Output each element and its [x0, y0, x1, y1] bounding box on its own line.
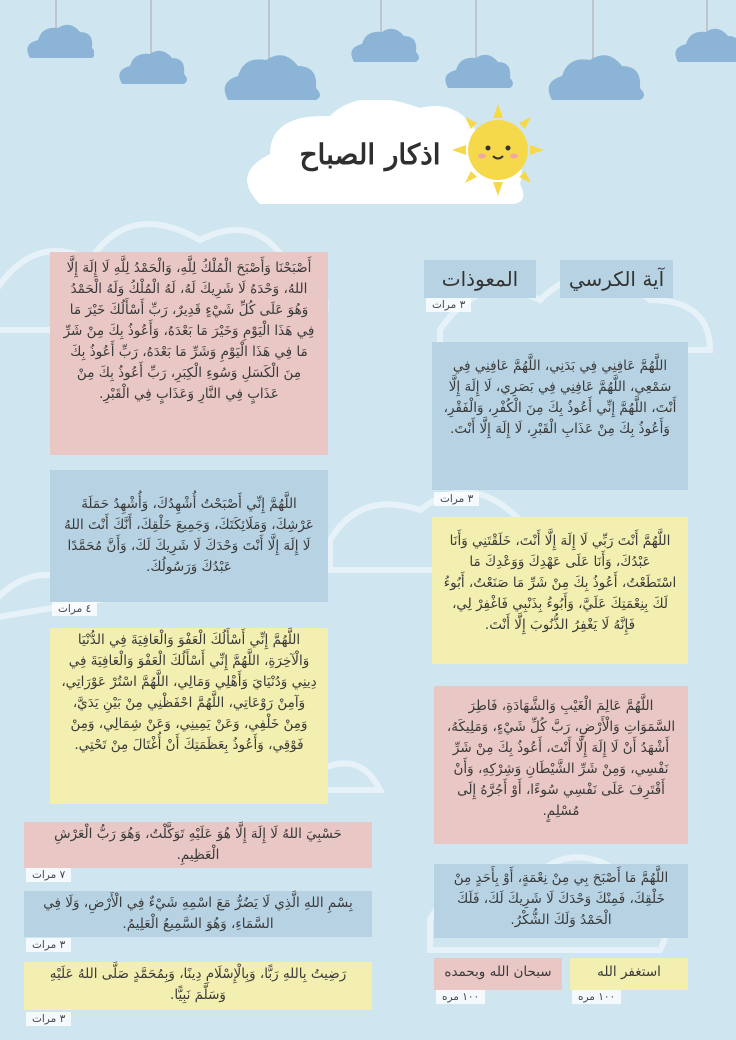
hanging-cloud-icon — [544, 54, 644, 102]
cloud-string — [475, 0, 477, 58]
ayat-kursi-tag: آية الكرسي — [560, 260, 673, 298]
repeat-count: ٧ مرات — [26, 868, 71, 882]
dhikr-card: رَضِيتُ بِاللهِ رَبًّا، وَبِالْإِسْلَامِ دِينًا، وَبِمُحَمَّدٍ صَلَّى اللهُ عَلَيْهِ وَسَلَّمَ نَبِيًّا. — [24, 962, 372, 1010]
dhikr-card: اللَّهُمَّ أَنْتَ رَبِّي لَا إِلَهَ إِلَّا أَنْتَ، خَلَقْتَنِي وَأَنَا عَبْدُكَ، وَأَنَا عَلَى عَهْدِكَ وَوَعْدِكَ مَا اسْتَطَعْتُ، أَعُوذُ بِكَ مِنْ شَرِّ مَا صَنَعْتُ، أَبُوءُ لَكَ بِنِعْمَتِكَ عَلَيَّ، وَأَبُوءُ بِذَنْبِي فَاغْفِرْ لِي، فَإِنَّهُ لَا يَغْفِرُ الذُّنُوبَ إِلَّا أَنْتَ. — [432, 517, 688, 664]
cloud-string — [592, 0, 594, 60]
hanging-cloud-icon — [672, 26, 736, 64]
hanging-cloud-icon — [116, 50, 188, 86]
page-title: اذكار الصباح — [299, 138, 441, 171]
hanging-cloud-icon — [442, 52, 514, 90]
dhikr-card: اللَّهُمَّ عَافِنِي فِي بَدَنِي، اللَّهُمَّ عَافِنِي فِي سَمْعِي، اللَّهُمَّ عَافِنِي فِي بَصَرِي، لَا إِلَهَ إِلَّا أَنْتَ، اللَّهُمَّ إِنِّي أَعُوذُ بِكَ مِنَ الْكُفْرِ، وَالْفَقْرِ، وَأَعُوذُ بِكَ مِنْ عَذَابِ الْقَبْرِ، لَا إِلَهَ إِلَّا أَنْتَ. — [432, 342, 688, 490]
repeat-count: ٣ مرات — [26, 1012, 71, 1026]
dhikr-card: حَسْبِيَ اللهُ لَا إِلَهَ إِلَّا هُوَ عَلَيْهِ تَوَكَّلْتُ، وَهُوَ رَبُّ الْعَرْشِ الْعَظِيمِ. — [24, 822, 372, 868]
muawwidhat-tag: المعوذات — [424, 260, 536, 298]
repeat-count: ٣ مرات — [26, 938, 71, 952]
repeat-count: ١٠٠ مره — [572, 990, 621, 1004]
dhikr-card: اللَّهُمَّ عَالِمَ الْغَيْبِ وَالشَّهَادَةِ، فَاطِرَ السَّمَوَاتِ وَالْأَرْضِ، رَبَّ كُلِّ شَيْءٍ، وَمَلِيكَهُ، أَشْهَدُ أَنْ لَا إِلَهَ إِلَّا أَنْتَ، أَعُوذُ بِكَ مِنْ شَرِّ نَفْسِي، وَمِنْ شَرِّ الشَّيْطَانِ وَشِرْكِهِ، وَأَنْ أَقْتَرِفَ عَلَى نَفْسِي سُوءًا، أَوْ أَجُرَّهُ إِلَى مُسْلِمٍ. — [434, 686, 688, 844]
hanging-cloud-icon — [24, 24, 94, 60]
dhikr-card: بِسْمِ اللهِ الَّذِي لَا يَضُرُّ مَعَ اسْمِهِ شَيْءٌ فِي الْأَرْضِ، وَلَا فِي السَّمَاءِ، وَهُوَ السَّمِيعُ الْعَلِيمُ. — [24, 891, 372, 937]
hanging-cloud-icon — [220, 54, 320, 102]
dhikr-card: اللَّهُمَّ إِنِّي أَصْبَحْتُ أُشْهِدُكَ، وَأُشْهِدُ حَمَلَةَ عَرْشِكَ، وَمَلَائِكَتَكَ، وَجَمِيعَ خَلْقِكَ، أَنَّكَ أَنْتَ اللهُ لَا إِلَهَ إِلَّا أَنْتَ وَحْدَكَ لَا شَرِيكَ لَكَ، وَأَنَّ مُحَمَّدًا عَبْدُكَ وَرَسُولُكَ. — [50, 470, 328, 602]
cloud-string — [268, 0, 270, 60]
dhikr-card: اللَّهُمَّ إِنِّي أَسْأَلُكَ الْعَفْوَ وَالْعَافِيَةَ فِي الدُّنْيَا وَالْآخِرَةِ، اللَّهُمَّ إِنِّي أَسْأَلُكَ الْعَفْوَ وَالْعَافِيَةَ فِي دِينِي وَدُنْيَايَ وَأَهْلِي وَمَالِي، اللَّهُمَّ اسْتُرْ عَوْرَاتِي، وَآمِنْ رَوْعَاتِي، اللَّهُمَّ احْفَظْنِي مِنْ بَيْنِ يَدَيَّ، وَمِنْ خَلْفِي، وَعَنْ يَمِينِي، وَعَنْ شِمَالِي، وَمِنْ فَوْقِي، وَأَعُوذُ بِعَظَمَتِكَ أَنْ أُغْتَالَ مِنْ تَحْتِي. — [50, 628, 328, 804]
dhikr-card: أَصْبَحْنَا وَأَصْبَحَ الْمُلْكُ لِلَّهِ، وَالْحَمْدُ لِلَّهِ لَا إِلَهَ إِلَّا اللهُ، وَحْدَهُ لَا شَرِيكَ لَهُ، لَهُ الْمُلْكُ وَلَهُ الْحَمْدُ وَهُوَ عَلَى كُلِّ شَيْءٍ قَدِيرٌ، رَبِّ أَسْأَلُكَ خَيْرَ مَا فِي هَذَا الْيَوْمِ وَخَيْرَ مَا بَعْدَهُ، وَأَعُوذُ بِكَ مِنْ شَرِّ مَا فِي هَذَا الْيَوْمِ وَشَرِّ مَا بَعْدَهُ، رَبِّ أَعُوذُ بِكَ مِنَ الْكَسَلِ وَسُوءِ الْكِبَرِ، رَبِّ أَعُوذُ بِكَ مِنْ عَذَابٍ فِي النَّارِ وَعَذَابٍ فِي الْقَبْرِ. — [50, 252, 328, 455]
hanging-cloud-icon — [348, 26, 420, 64]
repeat-count: ٤ مرات — [52, 602, 97, 616]
repeat-count: ٣ مرات — [434, 492, 479, 506]
tasbih-card: سبحان الله وبحمده — [434, 958, 562, 990]
istighfar-card: استغفر الله — [570, 958, 688, 990]
repeat-count: ٣ مرات — [426, 298, 471, 312]
repeat-count: ١٠٠ مره — [436, 990, 485, 1004]
dhikr-card: اللَّهُمَّ مَا أَصْبَحَ بِي مِنْ نِعْمَةٍ، أَوْ بِأَحَدٍ مِنْ خَلْقِكَ، فَمِنْكَ وَحْدَكَ لَا شَرِيكَ لَكَ، فَلَكَ الْحَمْدُ وَلَكَ الشُّكْرُ. — [434, 864, 688, 938]
